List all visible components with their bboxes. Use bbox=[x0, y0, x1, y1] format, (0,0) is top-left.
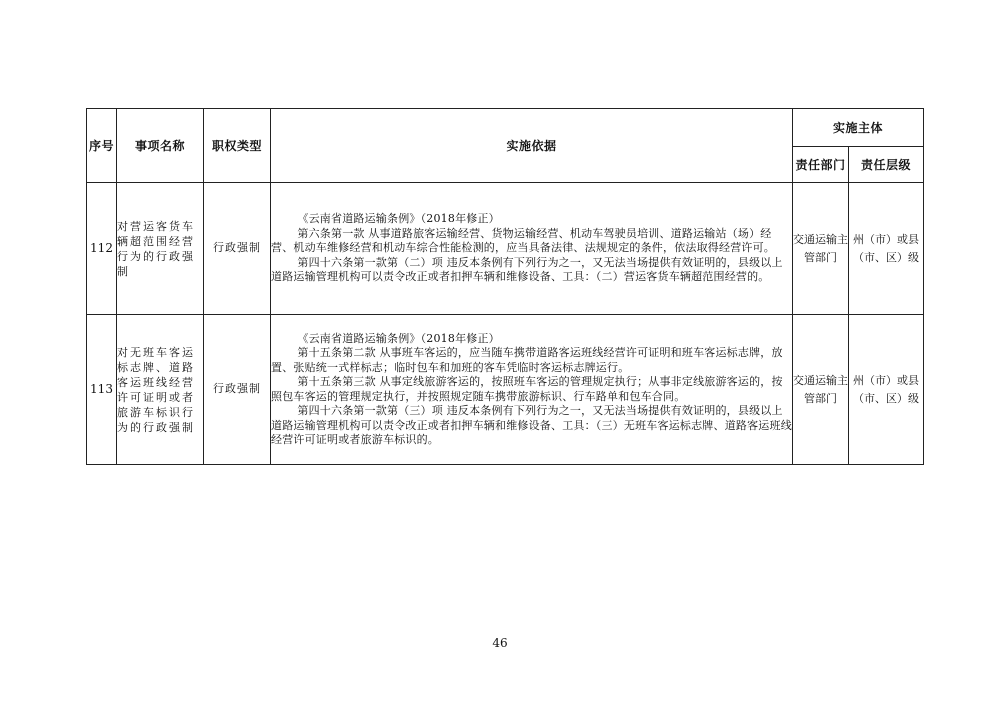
enforcement-items-table bbox=[86, 108, 924, 465]
header-subject: 实施主体 bbox=[793, 109, 924, 147]
page-number: 46 bbox=[492, 636, 508, 650]
basis-paragraph: 第十五条第三款 从事定线旅游客运的，按照班车客运的管理规定执行；从事非定线旅游客运的，按照包车客运的管理规定执行，并按照规定随车携带旅游标识、行车路单和包车合同。 bbox=[271, 375, 783, 403]
basis-paragraph: 第四十六条第一款第（三）项 违反本条例有下列行为之一，又无法当场提供有效证明的，县级以上道路运输管理机构可以责令改正或者扣押车辆和维修设备、工具：（三）无班车客运标志牌、道路客运班线经营许可证明或者旅游车标识的。 bbox=[271, 404, 792, 446]
row-power-type: 行政强制 bbox=[204, 183, 271, 315]
row-legal-basis bbox=[271, 315, 793, 465]
header-seq: 序号 bbox=[87, 109, 117, 183]
row-seq: 112 bbox=[87, 183, 117, 315]
row-seq: 113 bbox=[87, 315, 117, 465]
row-responsible-level: 州（市）或县（市、区）级 bbox=[849, 183, 924, 315]
row-legal-basis bbox=[271, 183, 793, 315]
basis-paragraph: 《云南省道路运输条例》（2018年修正） bbox=[297, 331, 500, 345]
header-level: 责任层级 bbox=[849, 147, 924, 183]
table-row bbox=[87, 315, 924, 465]
row-item-name: 对无班车客运标志牌、道路客运班线经营许可证明或者旅游车标识行为的行政强制 bbox=[117, 315, 204, 465]
row-power-type: 行政强制 bbox=[204, 315, 271, 465]
header-type: 职权类型 bbox=[204, 109, 271, 183]
basis-paragraph: 《云南省道路运输条例》（2018年修正） bbox=[297, 212, 500, 226]
header-name: 事项名称 bbox=[117, 109, 204, 183]
header-dept: 责任部门 bbox=[793, 147, 849, 183]
row-responsible-dept: 交通运输主管部门 bbox=[793, 183, 849, 315]
basis-paragraph: 第十五条第二款 从事班车客运的，应当随车携带道路客运班线经营许可证明和班车客运标志牌，放置、张贴统一式样标志；临时包车和加班的客车凭临时客运标志牌运行。 bbox=[271, 346, 783, 374]
table-row bbox=[87, 183, 924, 315]
row-item-name: 对营运客货车辆超范围经营行为的行政强制 bbox=[117, 183, 204, 315]
header-basis: 实施依据 bbox=[271, 109, 793, 183]
row-responsible-dept: 交通运输主管部门 bbox=[793, 315, 849, 465]
header-row-top bbox=[87, 109, 924, 147]
basis-paragraph: 第六条第一款 从事道路旅客运输经营、货物运输经营、机动车驾驶员培训、道路运输站（场）经营、机动车维修经营和机动车综合性能检测的，应当具备法律、法规规定的条件，依法取得经营许可。 bbox=[271, 226, 775, 255]
basis-paragraph: 第四十六条第一款第（二）项 违反本条例有下列行为之一，又无法当场提供有效证明的，县级以上道路运输管理机构可以责令改正或者扣押车辆和维修设备、工具：（二）营运客货车辆超范围经营的。 bbox=[271, 255, 783, 284]
row-responsible-level: 州（市）或县（市、区）级 bbox=[849, 315, 924, 465]
